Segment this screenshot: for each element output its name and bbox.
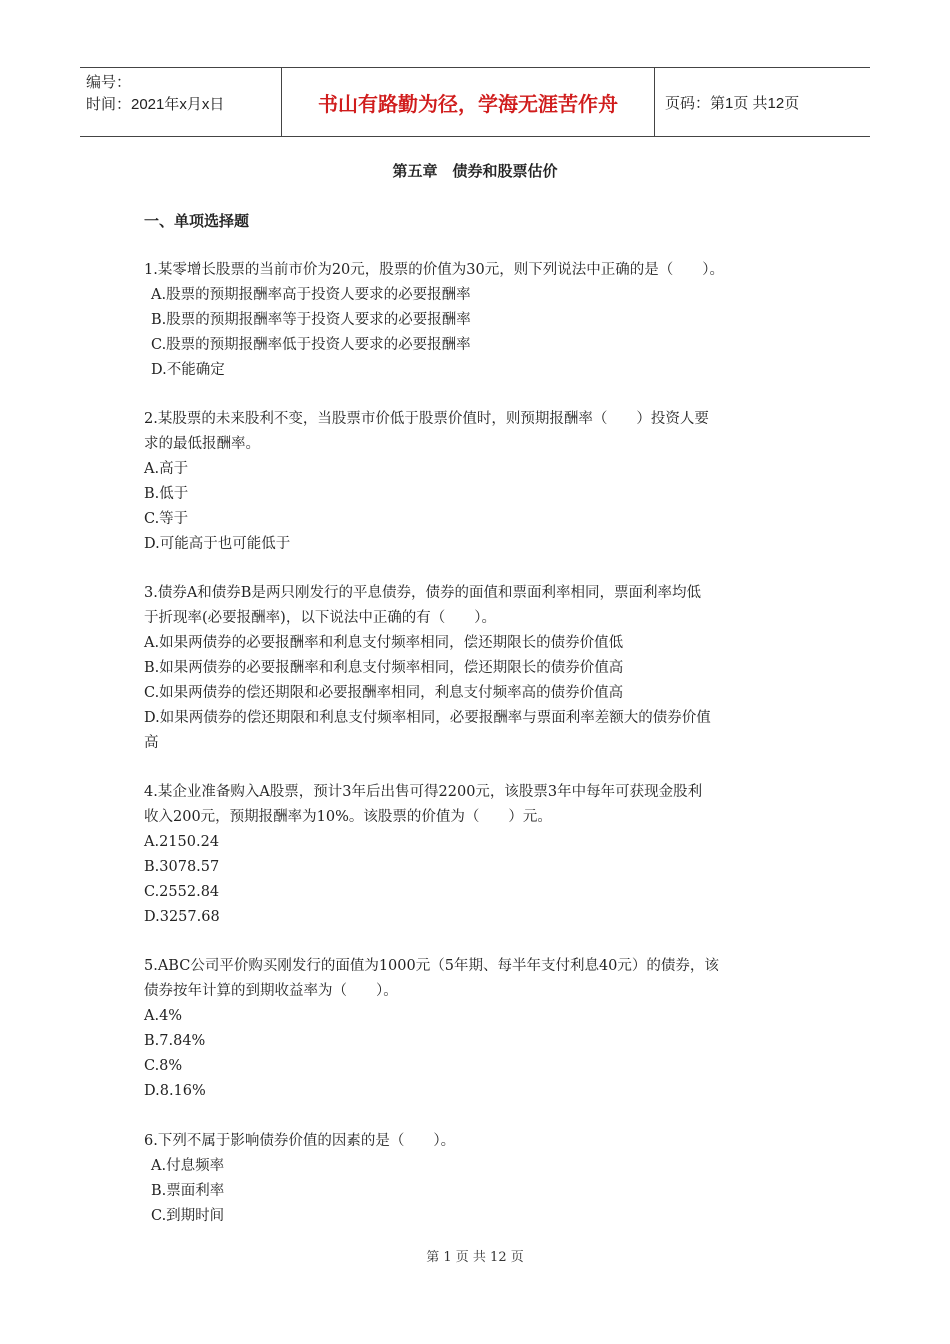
chapter-title: 第五章 债券和股票估价	[392, 162, 558, 180]
question-1	[144, 258, 814, 383]
question-stem: 6.下列不属于影响债券价值的因素的是（ ）。	[144, 1133, 456, 1149]
question-6	[144, 1129, 814, 1229]
option-c: C.等于	[144, 511, 189, 527]
option-b: B.股票的预期报酬率等于投资人要求的必要报酬率	[151, 312, 471, 328]
option-c: C.8%	[144, 1058, 183, 1074]
header-motto: 书山有路勤为径，学海无涯苦作舟	[282, 68, 655, 136]
question-stem: 2.某股票的未来股利不变，当股票市价低于股票价值时，则预期报酬率（ ）投资人要	[144, 411, 709, 427]
question-stem: 3.债券A和债券B是两只刚发行的平息债券，债券的面值和票面利率相同，票面利率均低	[144, 585, 701, 601]
question-stem-cont: 债券按年计算的到期收益率为（ ）。	[144, 983, 398, 999]
option-a: A.如果两债券的必要报酬率和利息支付频率相同，偿还期限长的债券价值低	[144, 635, 624, 651]
header-meta	[80, 68, 282, 136]
question-stem-cont: 收入200元，预期报酬率为10%。该股票的价值为（ ）元。	[144, 809, 552, 825]
option-c: C.2552.84	[144, 884, 220, 900]
question-4	[144, 780, 814, 930]
option-b: B.票面利率	[151, 1183, 225, 1199]
option-d-cont: 高	[144, 735, 159, 751]
question-2	[144, 407, 814, 557]
header-page-code: 页码：第1页 共12页	[665, 94, 800, 112]
page-footer: 第 1 页 共 12 页	[426, 1250, 524, 1265]
question-stem-cont: 于折现率(必要报酬率)，以下说法中正确的有（ ）。	[144, 610, 497, 626]
option-b: B.低于	[144, 486, 189, 502]
question-stem-cont: 求的最低报酬率。	[144, 436, 260, 452]
option-b: B.3078.57	[144, 859, 220, 875]
question-5	[144, 954, 814, 1104]
document-number: 编号：	[86, 74, 132, 91]
question-stem: 5.ABC公司平价购买刚发行的面值为1000元（5年期、每半年支付利息40元）的债券，该	[144, 958, 719, 974]
question-stem: 4.某企业准备购入A股票，预计3年后出售可得2200元，该股票3年中每年可获现金股利	[144, 784, 703, 800]
option-d: D.可能高于也可能低于	[144, 536, 291, 552]
option-d: D.如果两债券的偿还期限和利息支付频率相同，必要报酬率与票面利率差额大的债券价值	[144, 710, 711, 726]
option-c: C.到期时间	[151, 1208, 225, 1224]
option-d: D.3257.68	[144, 909, 220, 925]
option-d: D.不能确定	[151, 362, 225, 378]
option-a: A.4%	[144, 1008, 183, 1024]
option-a: A.2150.24	[144, 834, 220, 850]
section-heading: 一、单项选择题	[144, 212, 250, 230]
question-3	[144, 581, 814, 756]
page-header	[80, 67, 870, 137]
option-a: A.高于	[144, 461, 189, 477]
option-d: D.8.16%	[144, 1083, 206, 1099]
question-stem: 1.某零增长股票的当前市价为20元，股票的价值为30元，则下列说法中正确的是（ ）。	[144, 262, 724, 278]
option-b: B.如果两债券的必要报酬率和利息支付频率相同，偿还期限长的债券价值高	[144, 660, 624, 676]
option-c: C.如果两债券的偿还期限和必要报酬率相同，利息支付频率高的债券价值高	[144, 685, 624, 701]
option-c: C.股票的预期报酬率低于投资人要求的必要报酬率	[151, 337, 471, 353]
option-b: B.7.84%	[144, 1033, 206, 1049]
option-a: A.付息频率	[151, 1158, 225, 1174]
option-a: A.股票的预期报酬率高于投资人要求的必要报酬率	[151, 287, 471, 303]
document-date: 时间：2021年x月x日	[86, 96, 225, 113]
